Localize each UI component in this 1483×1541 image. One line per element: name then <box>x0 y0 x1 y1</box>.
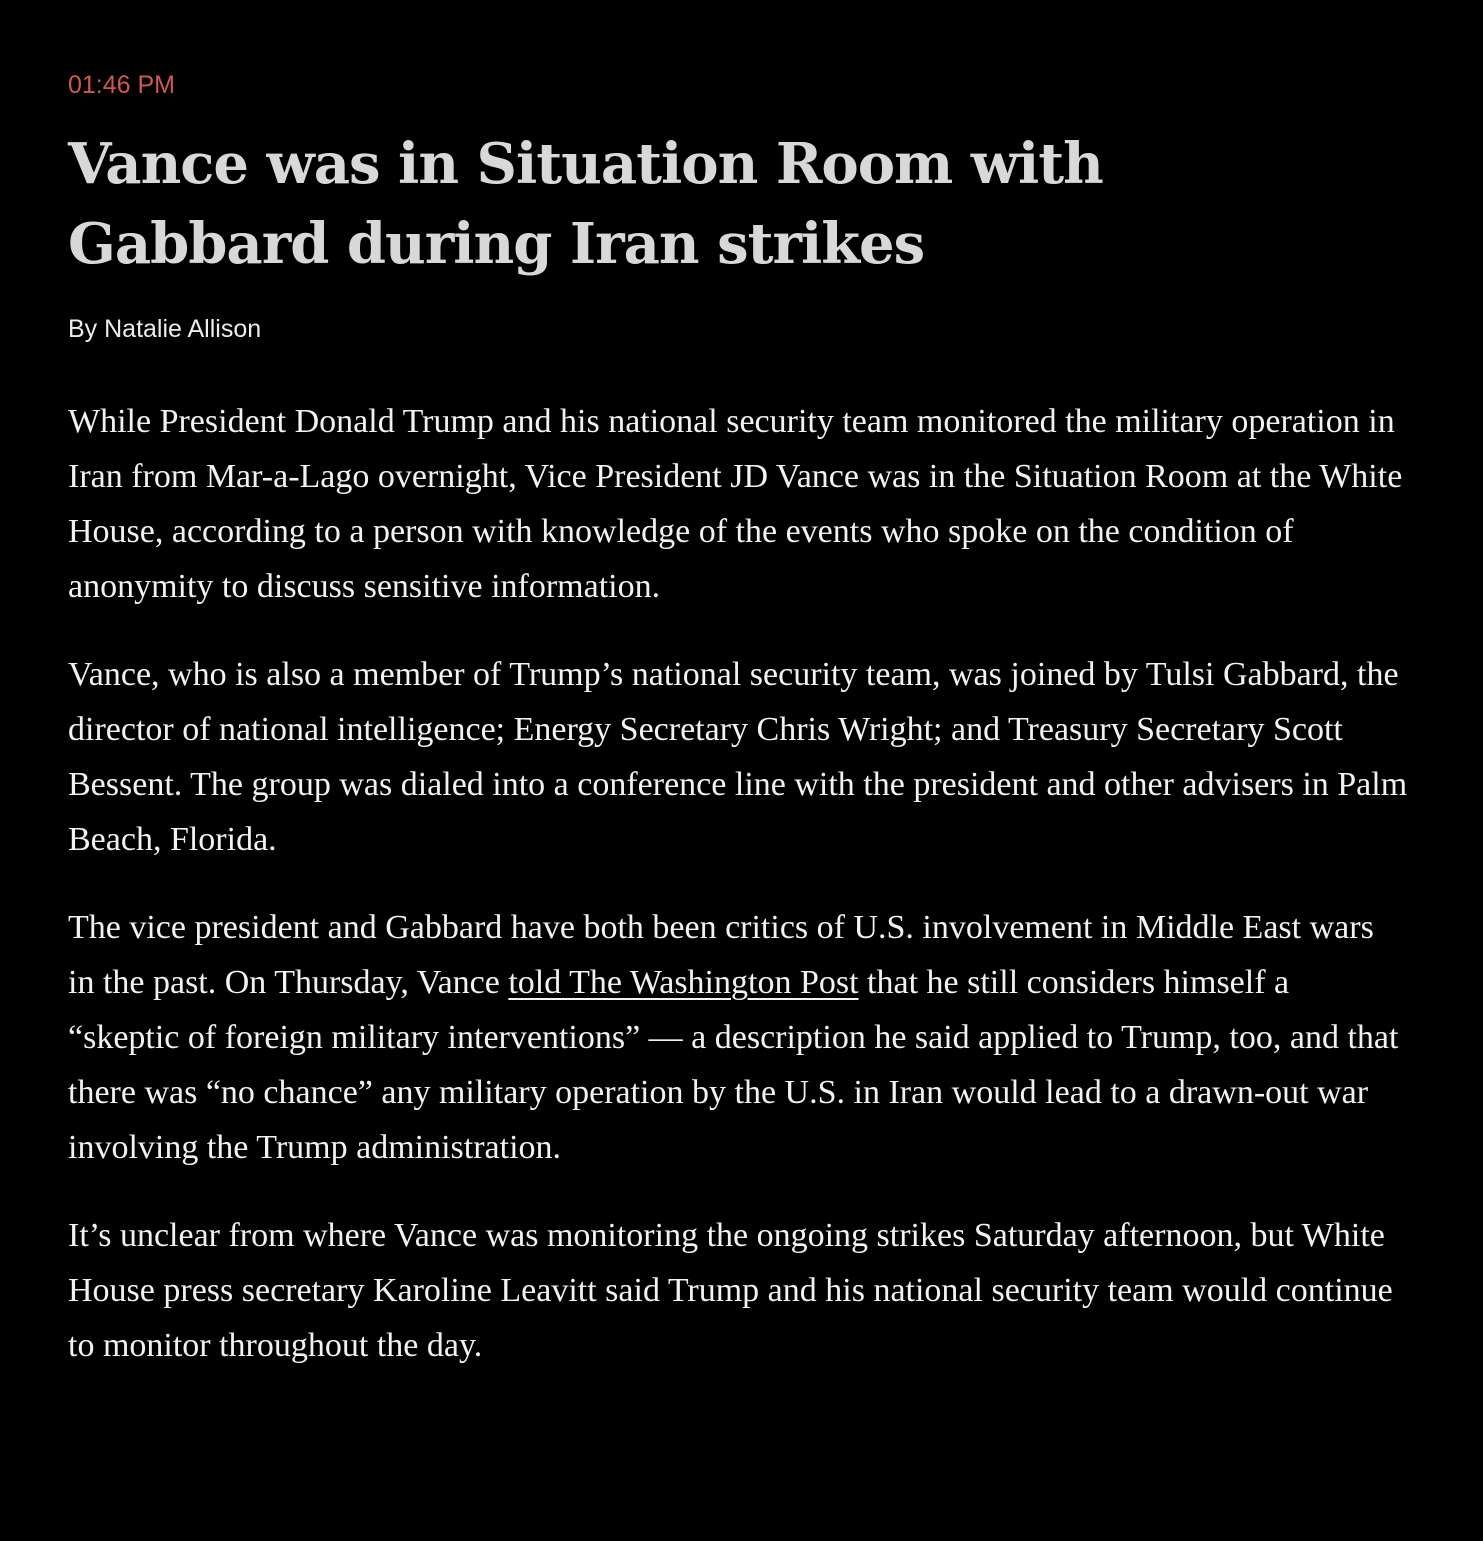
paragraph-2: Vance, who is also a member of Trump’s national security team, was joined by Tulsi Gabbard, the director of national intelligence; Energy Secretary Chris Wright; and Treasury Secretary Scott Bessent. The group was dialed into a conference line with the president and other advisers in Palm Beach, Florida. <box>68 656 1408 858</box>
timestamp: 01:46 PM <box>68 71 176 99</box>
paragraph-1: While President Donald Trump and his national security team monitored the military operation in Iran from Mar-a-Lago overnight, Vice President JD Vance was in the Situation Room at the White House, according to a person with knowledge of the events who spoke on the condition of anonymity to discuss sensitive information. <box>68 403 1403 605</box>
headline: Vance was in Situation Room with Gabbard during Iran strikes <box>68 131 1103 277</box>
byline: By Natalie Allison <box>68 315 262 343</box>
paragraph-3 <box>68 900 1408 1175</box>
paragraph-3-text-before: The vice president and Gabbard have both been critics of U.S. involvement in Middle East wars in the past. On Thursday, Vance <box>68 909 1374 1001</box>
paragraph-4: It’s unclear from where Vance was monitoring the ongoing strikes Saturday afternoon, but White House press secretary Karoline Leavitt said Trump and his national security team would continue to monitor throughout the day. <box>68 1217 1393 1364</box>
paragraph-3-text-after: that he still considers himself a “skeptic of foreign military interventions” — a description he said applied to Trump, too, and that there was “no chance” any military operation by the U.S. in Iran would lead to a drawn-out war involving the Trump administration. <box>68 964 1399 1166</box>
washington-post-link[interactable]: told The Washington Post <box>508 964 859 1001</box>
article <box>68 68 1408 1406</box>
article-body <box>68 394 1408 1373</box>
